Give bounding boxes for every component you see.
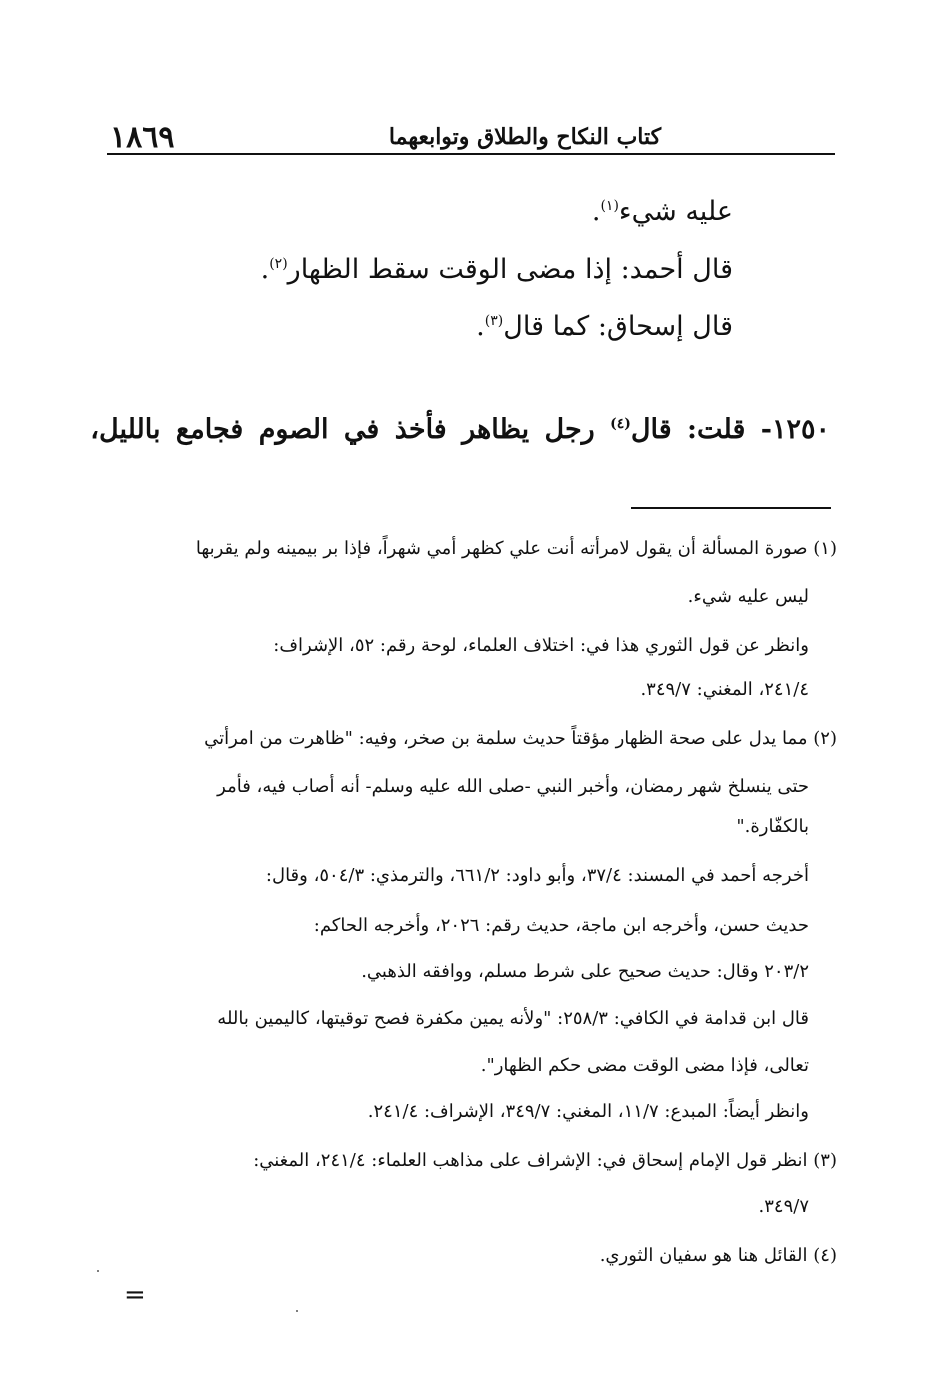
footnote-3-line: (٣) انظر قول الإمام إسحاق في: الإشراف على مذاهب العلماء: ٢٤١/٤، المغني:	[253, 1150, 837, 1171]
footnote-4-line: (٤) القائل هنا هو سفيان الثوري.	[599, 1245, 837, 1266]
footnote-ref-3[interactable]: (٣)	[484, 313, 504, 329]
footnote-1-line: ليس عليه شيء.	[687, 586, 809, 607]
main-text-line-3: قال إسحاق: كما قال$^{(٣)}$.	[476, 311, 733, 342]
catchword-mark: =	[124, 1280, 146, 1310]
main-text-line-2: قال أحمد: إذا مضى الوقت سقط الظهار$^{(٢)}$.	[260, 254, 733, 285]
footnote-ref-2[interactable]: (٢)	[269, 256, 288, 272]
footnote-2-line: ٢٠٣/٢ وقال: حديث صحيح على شرط مسلم، ووافقه الذهبي.	[361, 961, 809, 982]
issue-1250-line: ١٢٥٠- قلت: قال$^{(٤)}$ رجل يظاهر فأخذ في الصوم فجامع بالليل،	[90, 414, 830, 445]
page-header	[110, 118, 838, 158]
footnote-2-line: قال ابن قدامة في الكافي: ٢٥٨/٣: "ولأنه يمين مكفرة فصح توقيتها، كاليمين بالله	[217, 1008, 809, 1029]
footnote-2-line: تعالى، فإذا مضى الوقت مضى حكم الظهار".	[480, 1055, 809, 1076]
footnote-2-line: أخرجه أحمد في المسند: ٣٧/٤، وأبو داود: ٦٦١/٢، والترمذي: ٥٠٤/٣، وقال:	[265, 865, 809, 886]
footnote-separator	[631, 507, 831, 509]
footnote-1-line: (١) صورة المسألة أن يقول لامرأته أنت علي كظهر أمي شهراً، فإذا بر بيمينه ولم يقربها	[195, 538, 837, 559]
footnote-3-line: ٣٤٩/٧.	[758, 1196, 809, 1217]
footnote-2-line: حتى ينسلخ شهر رمضان، وأخبر النبي -صلى الله عليه وسلم- أنه أصاب فيه، فأمر	[217, 776, 809, 797]
footnote-1-line: ٢٤١/٤، المغني: ٣٤٩/٧.	[640, 679, 809, 700]
scan-speck	[97, 1270, 99, 1272]
header-rule	[107, 153, 835, 155]
main-text-line-1: عليه شيء$^{(١)}$.	[591, 196, 733, 227]
footnote-ref-1[interactable]: (١)	[600, 198, 619, 214]
footnote-2-line: بالكفّارة."	[736, 816, 809, 837]
running-title: كتاب النكاح والطلاق وتوابعهما	[388, 124, 662, 150]
footnote-1-line: وانظر عن قول الثوري هذا في: اختلاف العلماء، لوحة رقم: ٥٢، الإشراف:	[273, 635, 809, 656]
footnote-2-line: وانظر أيضاً: المبدع: ١١/٧، المغني: ٣٤٩/٧، الإشراف: ٢٤١/٤.	[367, 1101, 809, 1122]
footnote-2-line: حديث حسن، وأخرجه ابن ماجة، حديث رقم: ٢٠٢٦، وأخرجه الحاكم:	[313, 915, 809, 936]
page-number: ١٨٦٩	[110, 120, 175, 155]
scan-speck	[296, 1310, 298, 1312]
footnote-ref-4[interactable]: (٤)	[610, 416, 631, 432]
footnote-2-line: (٢) مما يدل على صحة الظهار مؤقتاً حديث سلمة بن صخر، وفيه: "ظاهرت من امرأتي	[204, 728, 837, 749]
